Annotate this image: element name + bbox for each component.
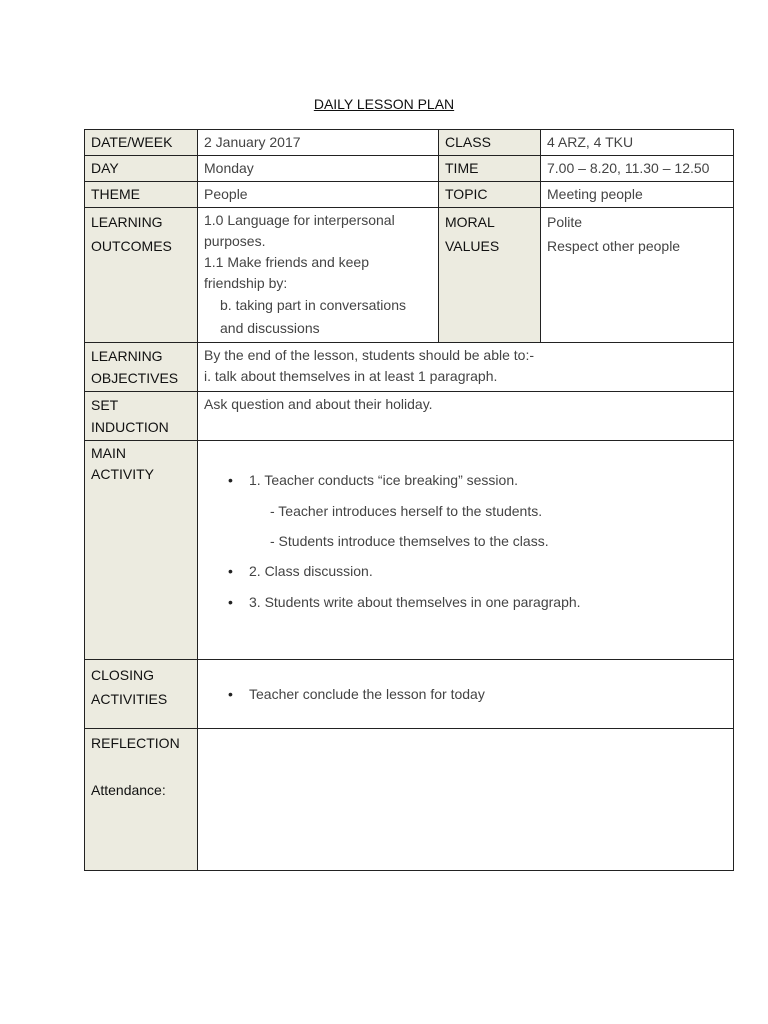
outcome-line-1: 1.0 Language for interpersonal purposes.	[204, 212, 395, 249]
main-activity-list-2	[204, 556, 727, 618]
day-value: Monday	[198, 156, 439, 182]
day-label: DAY	[85, 156, 198, 182]
main-activity-list	[204, 465, 727, 496]
row-outcomes-values	[85, 208, 734, 343]
row-theme-topic	[85, 182, 734, 208]
theme-label: THEME	[85, 182, 198, 208]
reflection-value	[198, 729, 734, 871]
activity-item-3: • 3. Students write about themselves in one paragraph.	[204, 587, 727, 618]
closing-activities-label-line1: CLOSING	[91, 667, 155, 683]
topic-label: TOPIC	[439, 182, 541, 208]
attendance-label: Attendance:	[91, 782, 166, 798]
theme-value: People	[198, 182, 439, 208]
row-date-class	[85, 130, 734, 156]
row-set-induction	[85, 392, 734, 441]
closing-list	[204, 684, 727, 705]
outcome-line-3: b. taking part in conversations and discussions	[220, 297, 406, 336]
row-closing-activities	[85, 660, 734, 729]
set-induction-label	[85, 392, 198, 441]
main-activity-value	[198, 441, 734, 660]
closing-activities-label-line2: ACTIVITIES	[91, 691, 168, 707]
learning-outcomes-label-line1: LEARNING	[91, 214, 163, 230]
learning-outcomes-label-line2: OUTCOMES	[91, 238, 172, 254]
class-label: CLASS	[439, 130, 541, 156]
learning-objectives-label-line1: LEARNING	[91, 348, 163, 364]
set-induction-value: Ask question and about their holiday.	[198, 392, 734, 441]
moral-values-label-line2: VALUES	[445, 238, 500, 254]
time-value: 7.00 – 8.20, 11.30 – 12.50	[541, 156, 734, 182]
page-title: DAILY LESSON PLAN	[313, 96, 455, 112]
set-induction-label-line2: INDUCTION	[91, 419, 169, 435]
activity-item-1: • 1. Teacher conducts “ice breaking” session.	[204, 465, 727, 496]
date-week-value: 2 January 2017	[198, 130, 439, 156]
learning-objectives-label-line2: OBJECTIVES	[91, 370, 179, 386]
row-day-time	[85, 156, 734, 182]
closing-activities-value	[198, 660, 734, 729]
learning-outcomes-label	[85, 208, 198, 343]
date-week-label: DATE/WEEK	[85, 130, 198, 156]
moral-values-label-line1: MORAL	[445, 214, 495, 230]
main-activity-label: MAIN ACTIVITY	[85, 441, 198, 660]
closing-item: • Teacher conclude the lesson for today	[204, 684, 727, 705]
moral-value-1: Polite	[547, 214, 583, 230]
moral-values-label	[439, 208, 541, 343]
lesson-plan-table	[84, 129, 734, 871]
topic-value: Meeting people	[541, 182, 734, 208]
row-main-activity	[85, 441, 734, 660]
closing-activities-label	[85, 660, 198, 729]
learning-outcomes-value	[198, 208, 439, 343]
objective-line-1: By the end of the lesson, students should be able to:-	[204, 347, 534, 363]
learning-objectives-value	[198, 343, 734, 392]
learning-objectives-label	[85, 343, 198, 392]
reflection-label: REFLECTION	[91, 735, 180, 751]
time-label: TIME	[439, 156, 541, 182]
moral-values-value	[541, 208, 734, 343]
outcome-line-2: 1.1 Make friends and keep friendship by:	[204, 254, 369, 291]
row-learning-objectives	[85, 343, 734, 392]
objective-line-2: i. talk about themselves in at least 1 paragraph.	[204, 368, 498, 384]
reflection-label-cell	[85, 729, 198, 871]
activity-item-2: • 2. Class discussion.	[204, 556, 727, 587]
row-reflection	[85, 729, 734, 871]
activity-sub-1: - Teacher introduces herself to the students.	[270, 503, 543, 519]
activity-sub-2: - Students introduce themselves to the class.	[270, 533, 549, 549]
moral-value-2: Respect other people	[547, 238, 681, 254]
set-induction-label-line1: SET	[91, 397, 119, 413]
class-value: 4 ARZ, 4 TKU	[541, 130, 734, 156]
